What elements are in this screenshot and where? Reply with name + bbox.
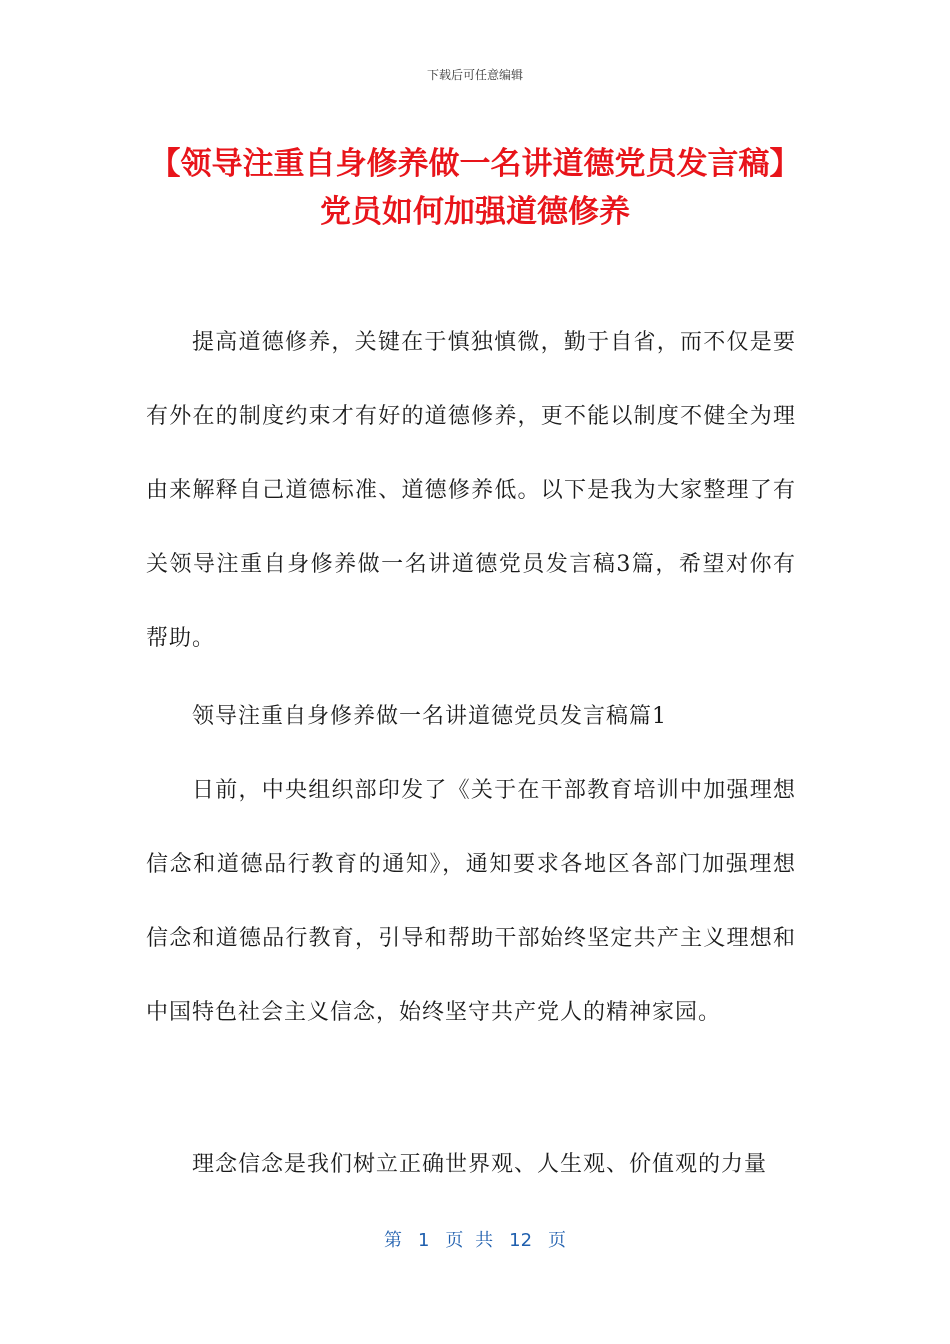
- body-paragraph: 日前，中央组织部印发了《关于在干部教育培训中加强理想信念和道德品行教育的通知》，通知要求各地区各部门加强理想信念和道德品行教育，引导和帮助干部始终坚定共产主义理想和中国特色社会主义信念，始终坚守共产党人的精神家园。: [146, 778, 796, 1025]
- footer-prefix: 第: [383, 1230, 402, 1251]
- body-paragraph-continued: 理念信念是我们树立正确世界观、人生观、价值观的力量: [192, 1152, 768, 1177]
- document-title: 【领导注重自身修养做一名讲道德党员发言稿】党员如何加强道德修养: [149, 146, 801, 230]
- current-page-number: 1: [417, 1230, 430, 1251]
- total-page-count: 12: [509, 1230, 533, 1251]
- section-heading: 领导注重自身修养做一名讲道德党员发言稿篇1: [192, 704, 667, 729]
- footer-suffix: 页: [548, 1230, 567, 1251]
- intro-paragraph: 提高道德修养，关键在于慎独慎微，勤于自省，而不仅是要有外在的制度约束才有好的道德修养，更不能以制度不健全为理由来解释自己道德标准、道德修养低。以下是我为大家整理了有关领导注重自身修养做一名讲道德党员发言稿3篇，希望对你有帮助。: [146, 330, 796, 651]
- footer-middle: 页 共: [445, 1230, 494, 1251]
- header-note: 下载后可任意编辑: [426, 68, 523, 82]
- page-footer: [0, 1226, 950, 1252]
